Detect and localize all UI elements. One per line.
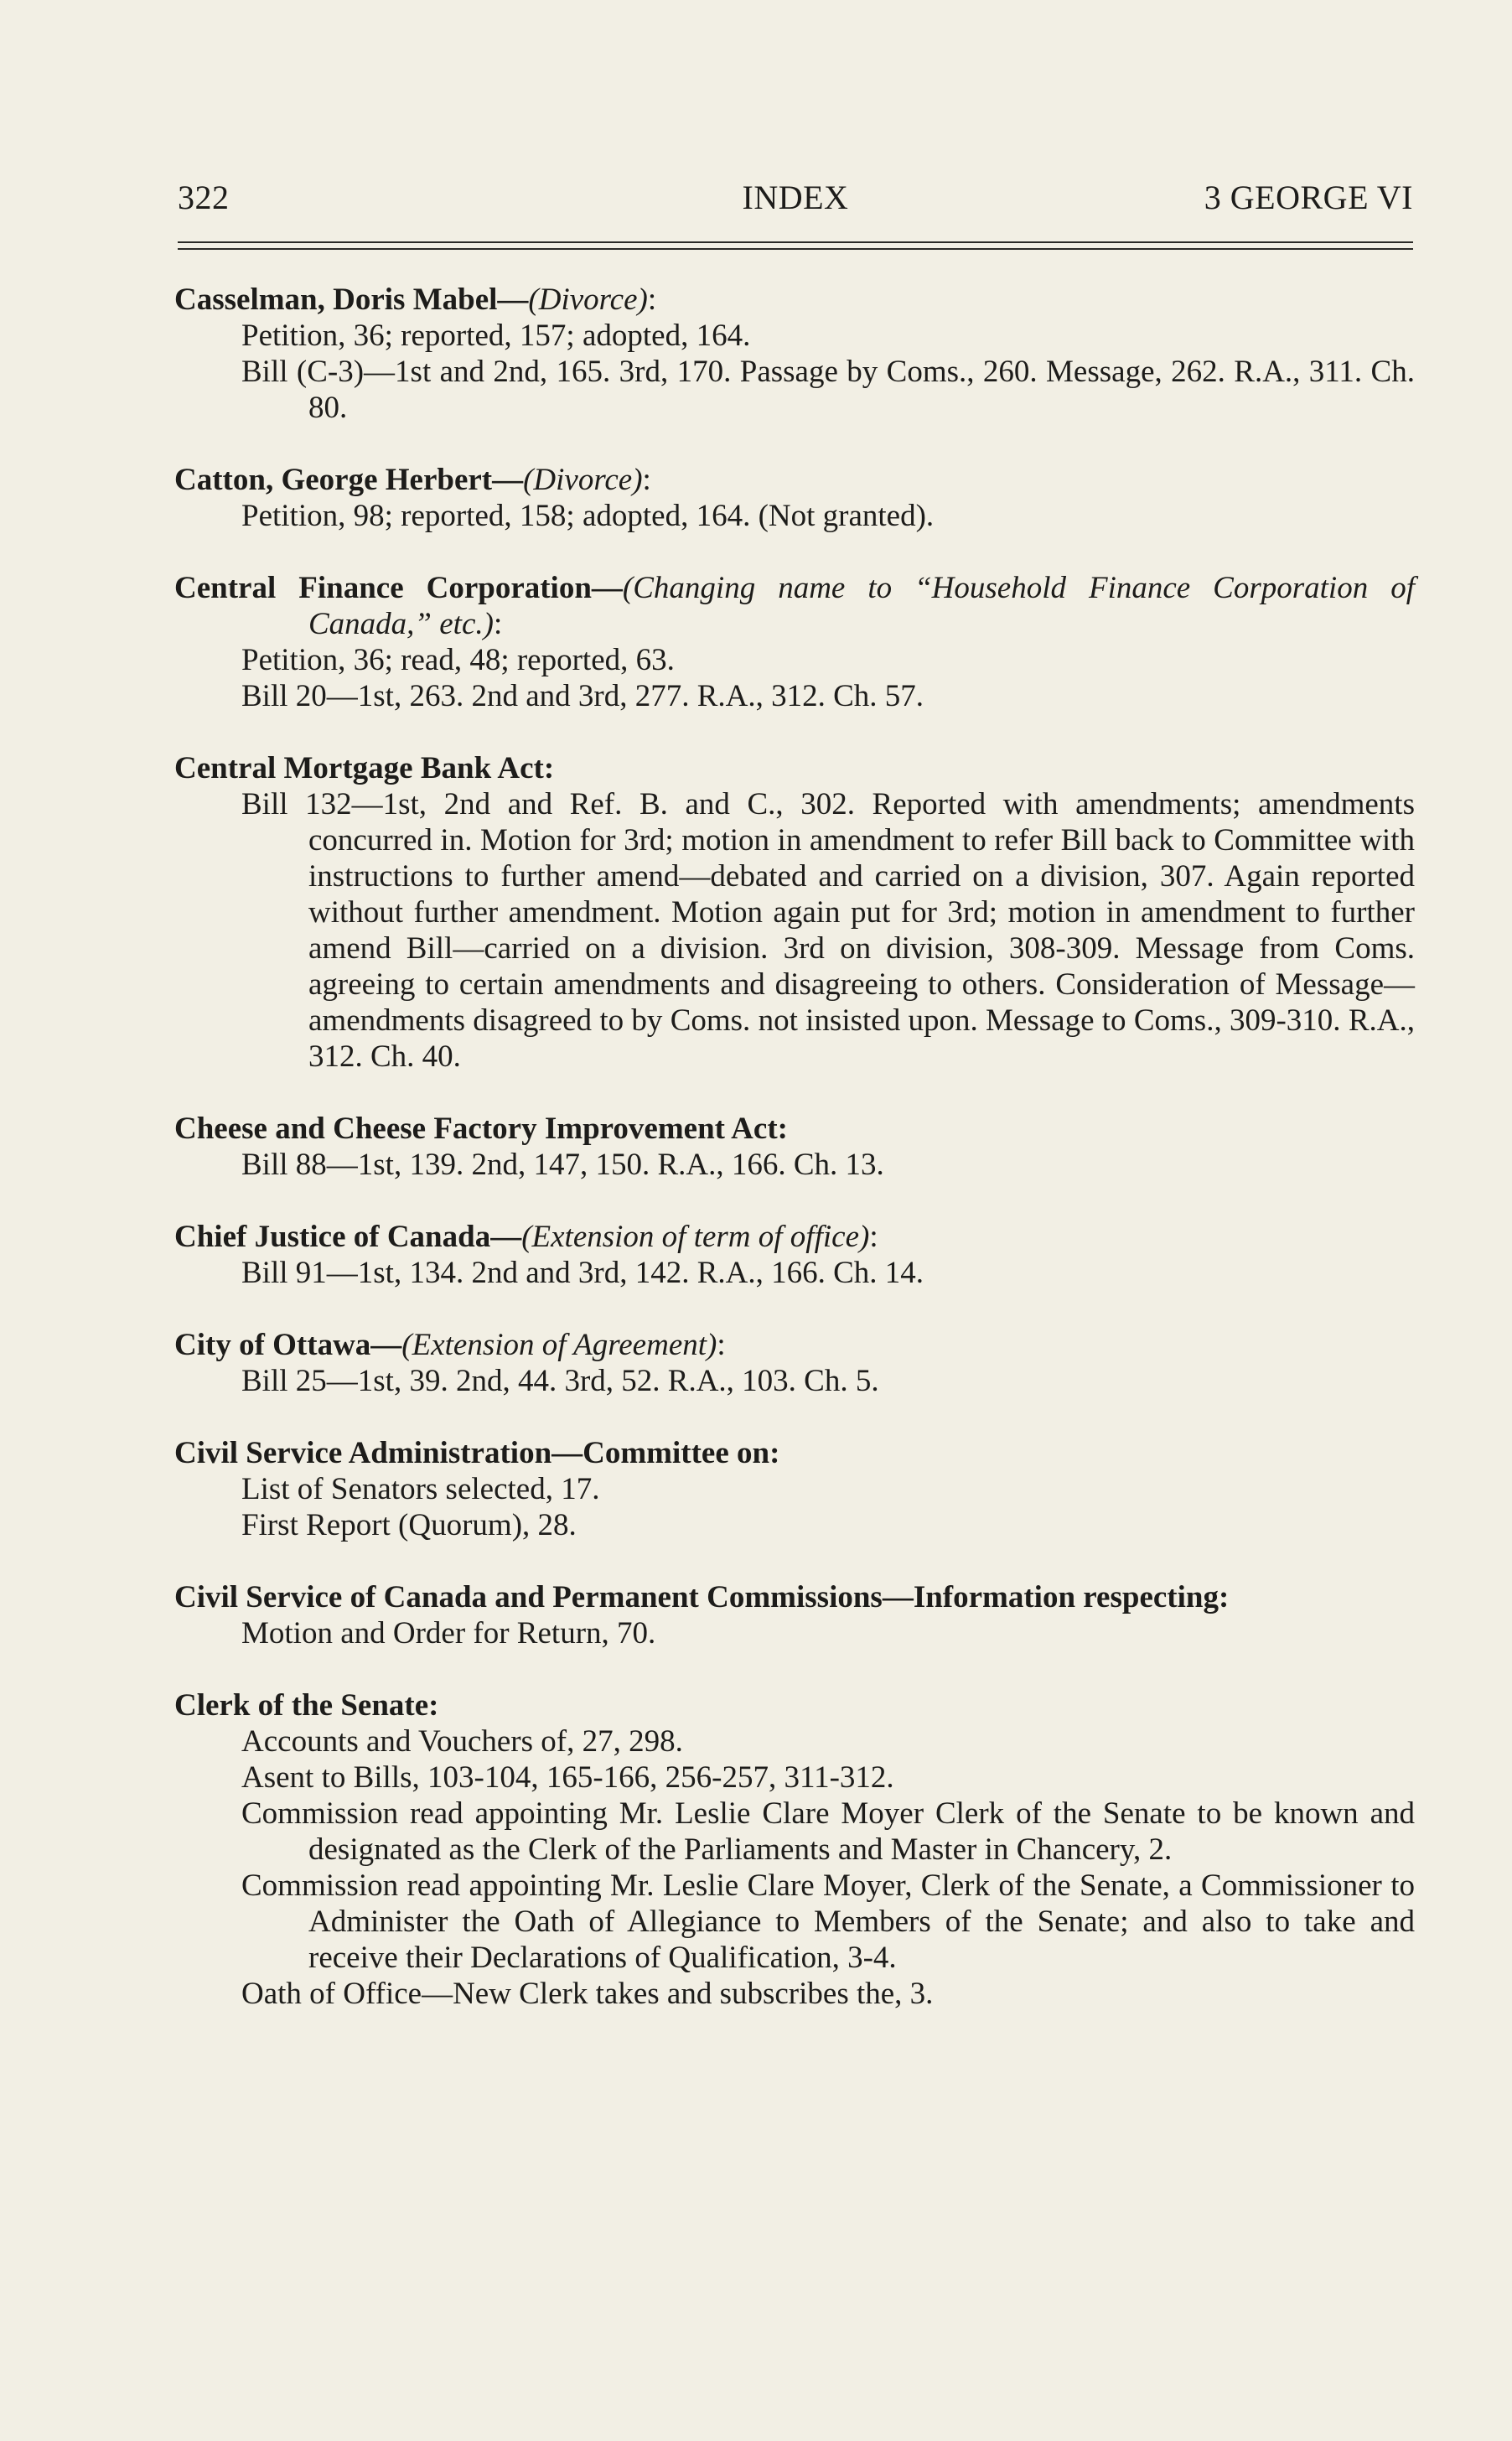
- entry-reference-line: Bill 20—1st, 263. 2nd and 3rd, 277. R.A., 312. Ch. 57.: [241, 679, 924, 713]
- entry-name: Central Finance Corporation: [174, 571, 592, 605]
- entry-name: Cheese and Cheese Factory Improvement Act: [174, 1112, 778, 1146]
- entry-reference-line: List of Senators selected, 17.: [241, 1472, 600, 1506]
- page-header: [178, 178, 1413, 223]
- entry-reference-line: Bill 25—1st, 39. 2nd, 44. 3rd, 52. R.A., 103. Ch. 5.: [241, 1364, 879, 1398]
- entry-reference-line: Oath of Office—New Clerk takes and subscribes the, 3.: [241, 1977, 934, 2011]
- index-entry: [174, 1327, 1415, 1399]
- index-entry: [174, 1687, 1415, 2012]
- entry-reference-line: Bill (C-3)—1st and 2nd, 165. 3rd, 170. Passage by Coms., 260. Message, 262. R.A., 311. Ch. 80.: [241, 355, 1415, 425]
- entry-reference-line: Petition, 36; read, 48; reported, 63.: [241, 643, 675, 677]
- entry-reference-line: Bill 91—1st, 134. 2nd and 3rd, 142. R.A., 166. Ch. 14.: [241, 1256, 924, 1290]
- running-title: INDEX: [742, 179, 849, 216]
- entry-reference-line: Commission read appointing Mr. Leslie Clare Moyer Clerk of the Senate to be known and designated as the Clerk of the Parliaments and Master in Chancery, 2.: [241, 1796, 1415, 1867]
- entry-name: Civil Service of Canada and Permanent Commissions—Information respecting: [174, 1580, 1219, 1614]
- entry-description: (Extension of term of office): [521, 1220, 870, 1254]
- page-number: 322: [178, 179, 230, 216]
- entry-reference-line: Bill 88—1st, 139. 2nd, 147, 150. R.A., 166. Ch. 13.: [241, 1148, 884, 1182]
- entry-reference-line: Asent to Bills, 103-104, 165-166, 256-257, 311-312.: [241, 1760, 894, 1795]
- index-entry: [174, 462, 1415, 534]
- entry-heading: Civil Service of Canada and Permanent Commissions—Information respecting:: [174, 1580, 1230, 1614]
- entry-reference-line: Commission read appointing Mr. Leslie Clare Moyer, Clerk of the Senate, a Commissioner to Administer the Oath of Allegiance to Members of the Senate; and also to take and receive their Declarations of Qualification, 3-4.: [241, 1868, 1415, 1975]
- entry-name: City of Ottawa: [174, 1328, 371, 1362]
- entry-name: Catton, George Herbert: [174, 463, 493, 497]
- entry-description: (Extension of Agreement): [401, 1328, 717, 1362]
- entry-name: Casselman, Doris Mabel: [174, 282, 498, 317]
- entry-reference-line: Motion and Order for Return, 70.: [241, 1616, 656, 1651]
- entry-reference-line: Petition, 98; reported, 158; adopted, 164. (Not granted).: [241, 499, 935, 533]
- reign-label: 3 GEORGE VI: [1204, 179, 1413, 216]
- index-entry: [174, 1579, 1415, 1651]
- entry-heading: Casselman, Doris Mabel—(Divorce):: [174, 282, 657, 317]
- entry-reference-line: Petition, 36; reported, 157; adopted, 164.: [241, 319, 751, 353]
- entry-reference-line: Bill 132—1st, 2nd and Ref. B. and C., 302. Reported with amendments; amendments concurred in. Motion for 3rd; motion in amendment to refer Bill back to Committee with instructions to further amend—debated and carried on a division, 307. Again reported without further amendment. Motion again put for 3rd; motion in amendment to further amend Bill—carried on a division. 3rd on division, 308-309. Message from Coms. agreeing to certain amendments and disagreeing to others. Consideration of Message—amendments disagreed to by Coms. not insisted upon. Message to Coms., 309-310. R.A., 312. Ch. 40.: [241, 787, 1415, 1074]
- entry-heading: Cheese and Cheese Factory Improvement Act:: [174, 1112, 788, 1146]
- index-entry: [174, 1111, 1415, 1183]
- entry-description: (Divorce): [528, 282, 648, 317]
- entry-reference-line: First Report (Quorum), 28.: [241, 1508, 577, 1542]
- entry-reference-line: Accounts and Vouchers of, 27, 298.: [241, 1724, 683, 1759]
- entry-description: (Divorce): [523, 463, 643, 497]
- index-entry: [174, 1435, 1415, 1543]
- entry-heading: City of Ottawa—(Extension of Agreement):: [174, 1328, 726, 1362]
- entry-heading: Central Finance Corporation—(Changing name to “Household Finance Corporation of Canada,” etc.):: [174, 571, 1415, 641]
- entry-heading: Catton, George Herbert—(Divorce):: [174, 463, 651, 497]
- entry-heading: Central Mortgage Bank Act:: [174, 751, 555, 785]
- index-entries: [174, 282, 1415, 2048]
- index-entry: [174, 1219, 1415, 1291]
- header-rule-bottom: [178, 248, 1413, 250]
- index-entry: [174, 570, 1415, 714]
- index-entry: [174, 750, 1415, 1075]
- entry-heading: Chief Justice of Canada—(Extension of term of office):: [174, 1220, 878, 1254]
- entry-heading: Civil Service Administration—Committee on:: [174, 1436, 780, 1470]
- entry-name: Civil Service Administration—Committee on: [174, 1436, 770, 1470]
- entry-name: Central Mortgage Bank Act: [174, 751, 544, 785]
- header-rule-top: [178, 241, 1413, 243]
- entry-heading: Clerk of the Senate:: [174, 1688, 439, 1723]
- entry-name: Clerk of the Senate: [174, 1688, 429, 1723]
- entry-description: (Changing name to “Household Finance Corporation of Canada,” etc.): [308, 571, 1415, 641]
- index-entry: [174, 282, 1415, 426]
- entry-name: Chief Justice of Canada: [174, 1220, 491, 1254]
